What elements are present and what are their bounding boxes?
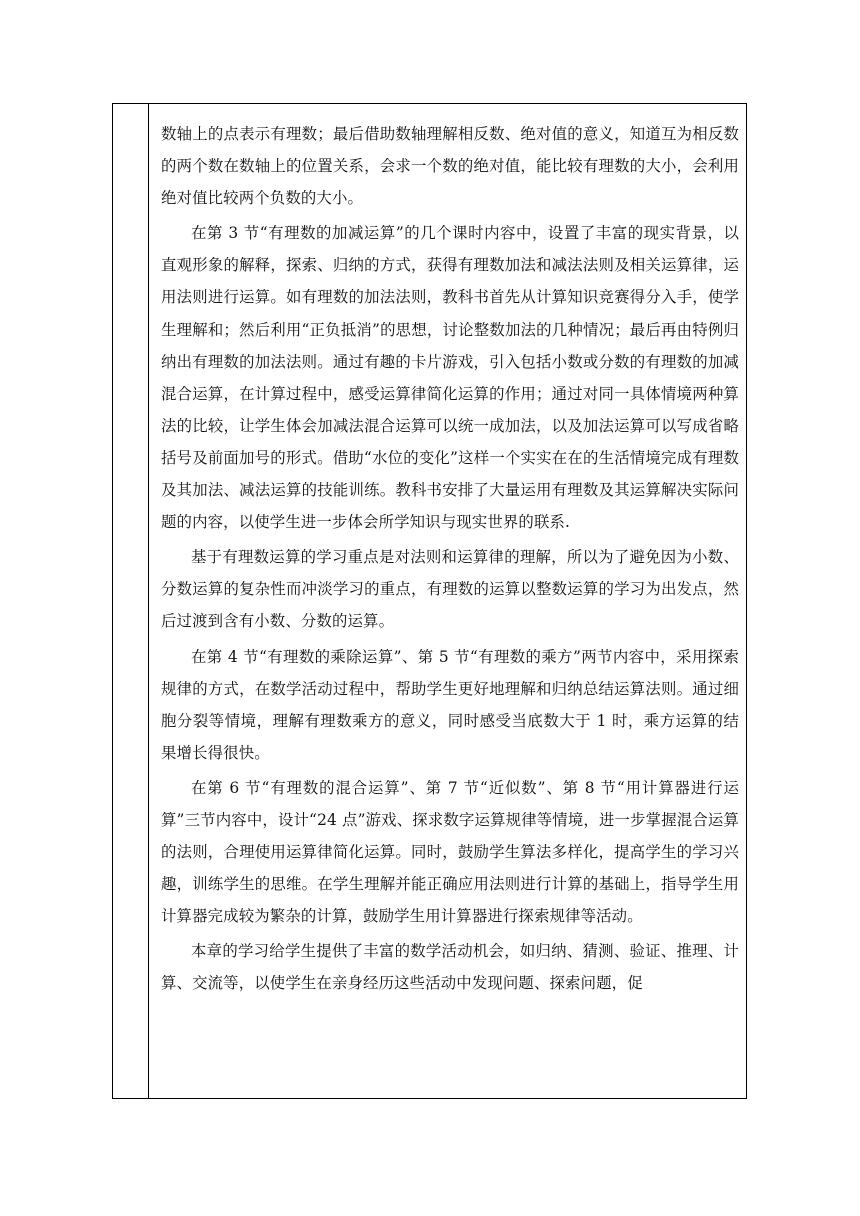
paragraph: 在第 3 节“有理数的加减运算”的几个课时内容中，设置了丰富的现实背景，以直观形象的解释，探索、归纳的方式，获得有理数加法和减法法则及相关运算律，运用法则进行运算。如有理数的加法法则，教科书首先从计算知识竞赛得分入手，使学生理解和；然后利用“正负抵消”的思想，讨论整数加法的几种情况；最后再由特例归纳出有理数的加法法则。通过有趣的卡片游戏，引入包括小数或分数的有理数的加减混合运算，在计算过程中，感受运算律简化运算的作用；通过对同一具体情境两种算法的比较，让学生体会加减法混合运算可以统一成加法，以及加法运算可以写成省略括号及前面加号的形式。借助“水位的变化”这样一个实实在在的生活情境完成有理数及其加法、减法运算的技能训练。教科书安排了大量运用有理数及其运算解决实际问题的内容，以使学生进一步体会所学知识与现实世界的联系. [161, 224, 739, 532]
table-cell-frame [112, 103, 747, 1099]
paragraph: 在第 6 节“有理数的混合运算”、第 7 节“近似数”、第 8 节“用计算器进行运算”三节内容中，设计“24 点”游戏、探求数字运算规律等情境，进一步掌握混合运算的法则，合理使用运算律简化运算。同时，鼓励学生算法多样化，提高学生的学习兴趣，训练学生的思维。在学生理解并能正确应用法则进行计算的基础上，指导学生用计算器完成较为繁杂的计算，鼓励学生用计算器进行探索规律等活动。 [161, 778, 739, 926]
left-column [113, 104, 149, 1098]
paragraph: 基于有理数运算的学习重点是对法则和运算律的理解，所以为了避免因为小数、分数运算的复杂性而冲淡学习的重点，有理数的运算以整数运算的学习为出发点，然后过渡到含有小数、分数的运算。 [161, 548, 739, 631]
text-content [161, 118, 739, 1000]
paragraph: 数轴上的点表示有理数；最后借助数轴理解相反数、绝对值的意义，知道互为相反数的两个数在数轴上的位置关系，会求一个数的绝对值，能比较有理数的大小，会利用绝对值比较两个负数的大小。 [161, 125, 739, 208]
paragraph: 本章的学习给学生提供了丰富的数学活动机会，如归纳、猜测、验证、推理、计算、交流等，以使学生在亲身经历这些活动中发现问题、探索问题，促 [161, 942, 739, 993]
paragraph: 在第 4 节“有理数的乘除运算”、第 5 节“有理数的乘方”两节内容中，采用探索规律的方式，在数学活动过程中，帮助学生更好地理解和归纳总结运算法则。通过细胞分裂等情境，理解有理数乘方的意义，同时感受当底数大于 1 时，乘方运算的结果增长得很快。 [161, 647, 739, 762]
